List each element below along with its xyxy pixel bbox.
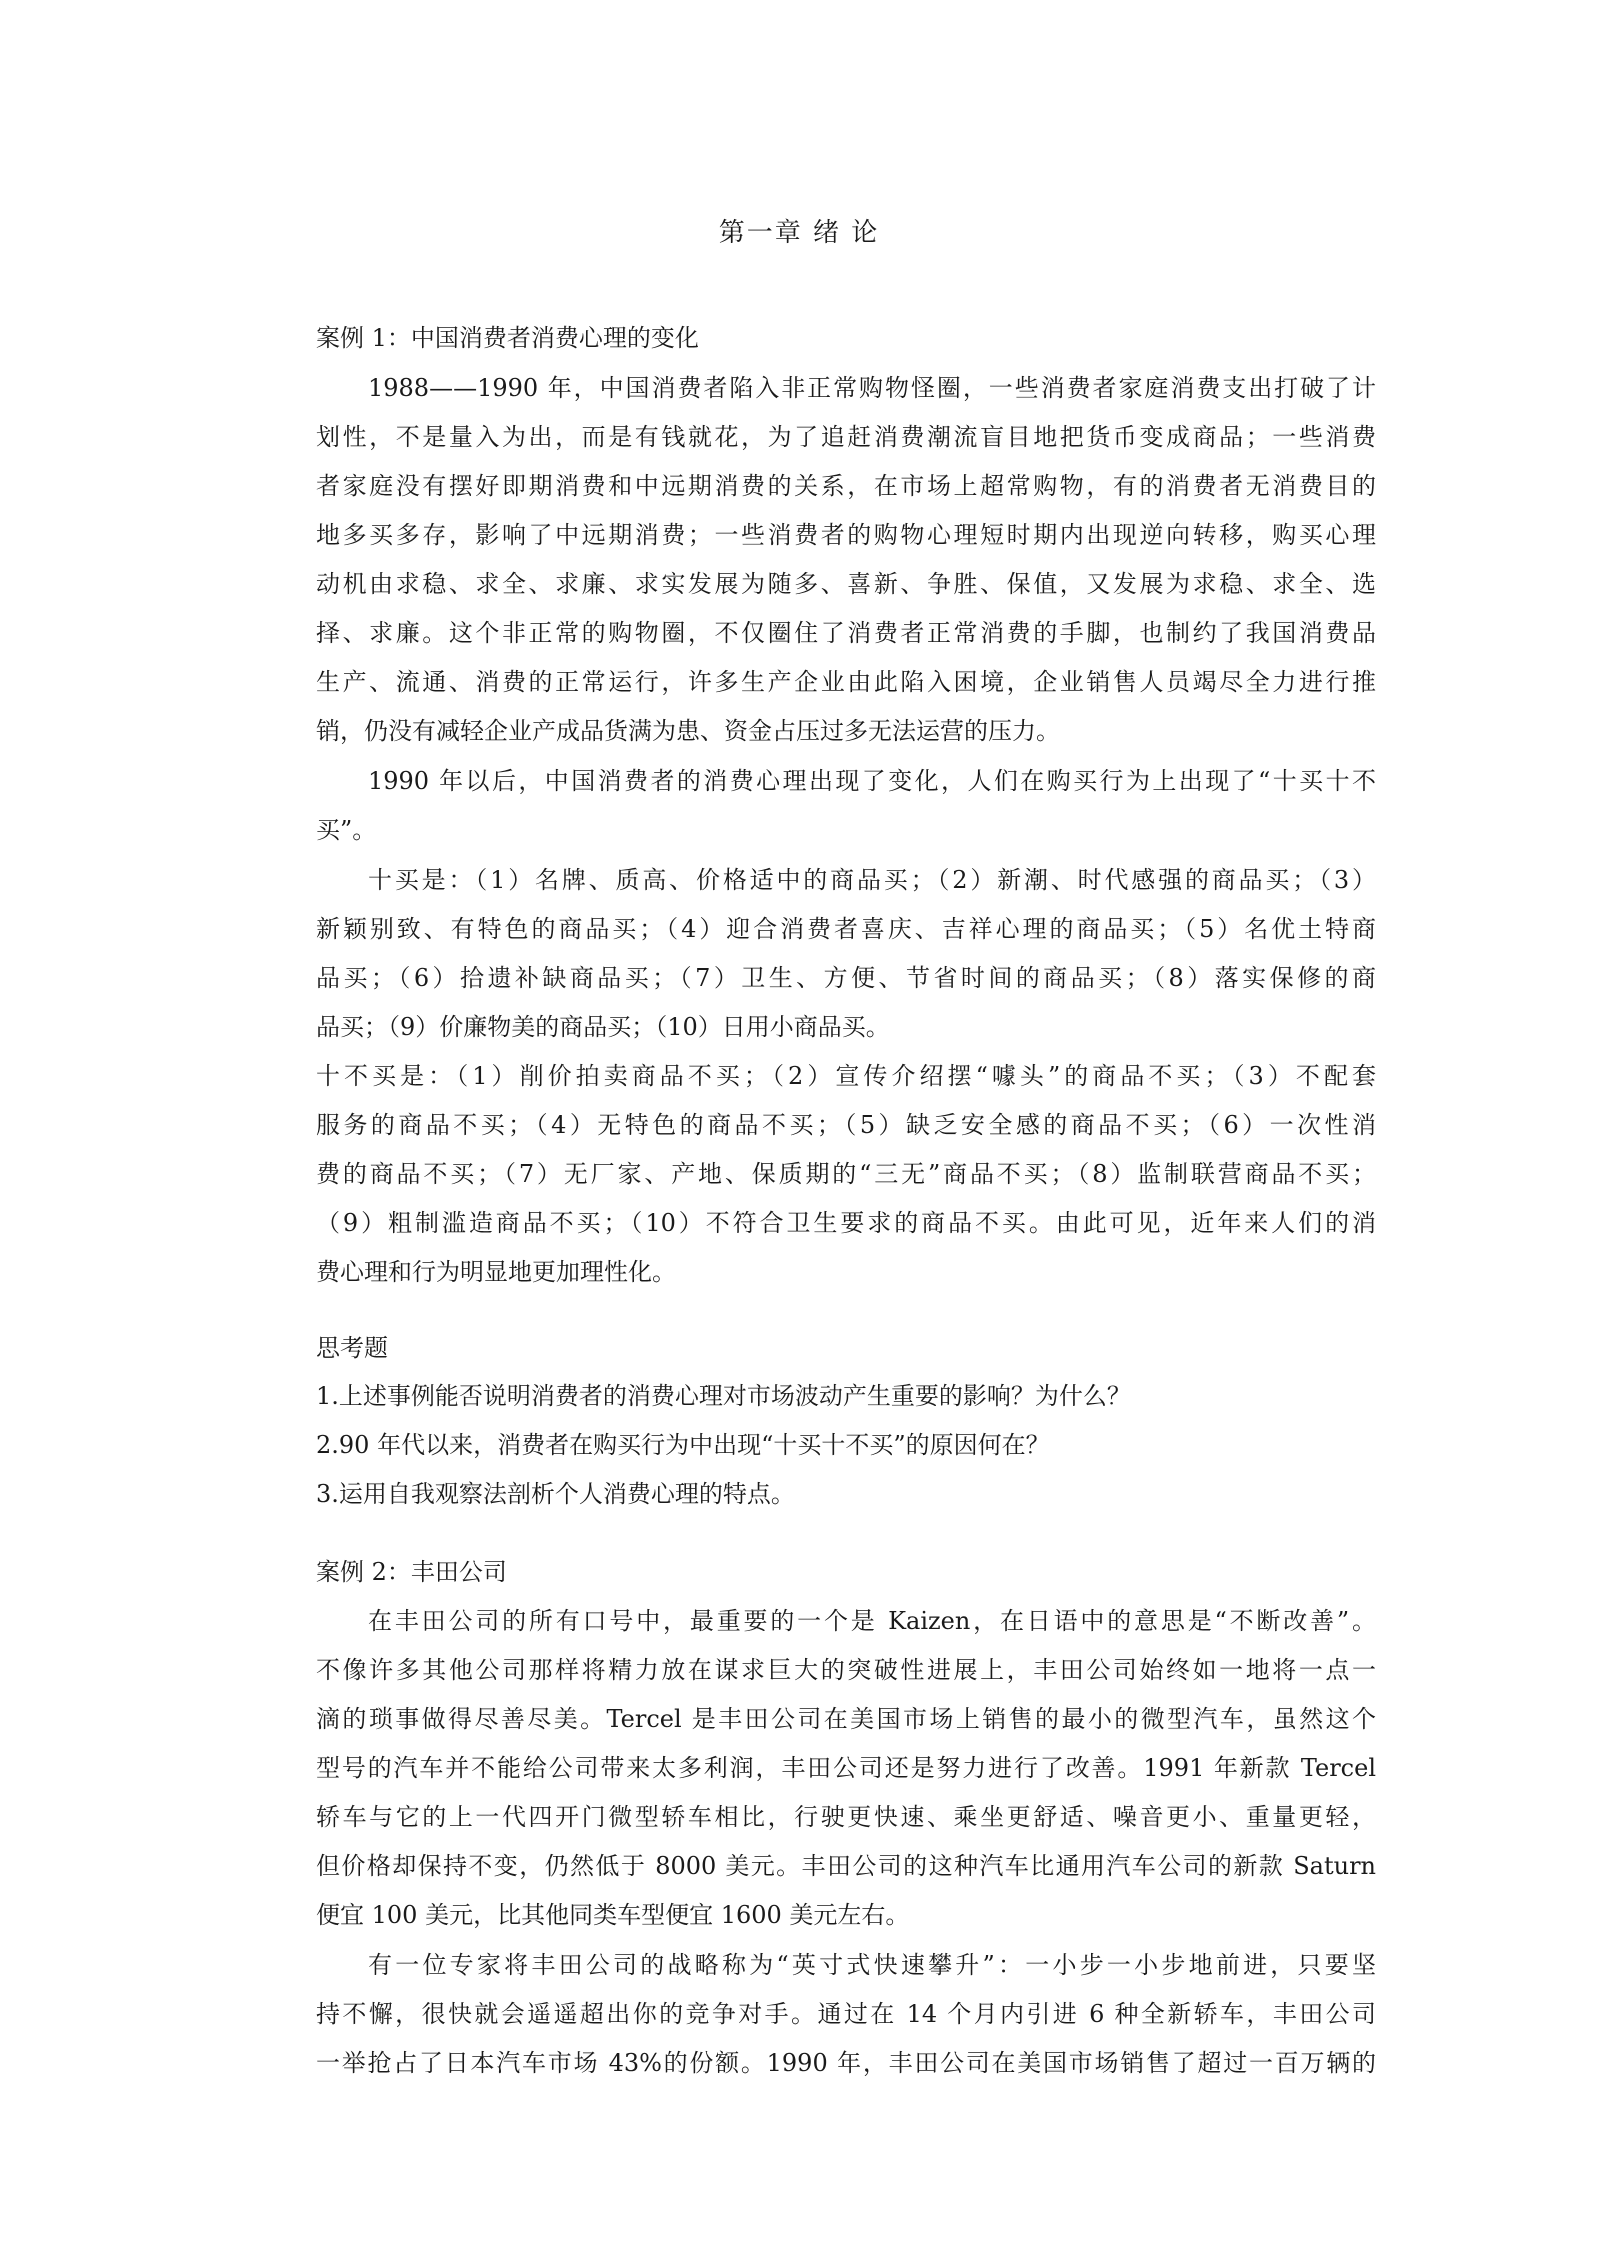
case2-p1-line: 但价格却保持不变，仍然低于 8000 美元。丰田公司的这种汽车比通用汽车公司的新款 Saturn: [316, 1852, 1376, 1880]
case1-p3-line: 十买是：（1）名牌、质高、价格适中的商品买；（2）新潮、时代感强的商品买；（3）: [368, 866, 1376, 894]
case1-p4-line: 服务的商品不买；（4）无特色的商品不买；（5）缺乏安全感的商品不买；（6）一次性消: [316, 1111, 1376, 1139]
case1-p1-line: 地多买多存，影响了中远期消费；一些消费者的购物心理短时期内出现逆向转移，购买心理: [316, 521, 1376, 549]
case2-p1-line: 滴的琐事做得尽善尽美。Tercel 是丰田公司在美国市场上销售的最小的微型汽车，虽然这个: [316, 1705, 1376, 1733]
case2-p1-line: 不像许多其他公司那样将精力放在谋求巨大的突破性进展上，丰田公司始终如一地将一点一: [316, 1656, 1376, 1684]
case1-p1-line: 1988——1990 年，中国消费者陷入非正常购物怪圈，一些消费者家庭消费支出打破了计: [368, 374, 1376, 402]
chapter-title: 第一章 绪 论: [718, 218, 880, 248]
case2-p2-line: 有一位专家将丰田公司的战略称为“英寸式快速攀升”：一小步一小步地前进，只要坚: [368, 1951, 1376, 1979]
case1-p4-line: 十不买是：（1）削价拍卖商品不买；（2）宣传介绍摆“噱头”的商品不买；（3）不配套: [316, 1062, 1376, 1090]
case1-p1-line: 销，仍没有减轻企业产成品货满为患、资金占压过多无法运营的压力。: [316, 717, 1060, 745]
case1-p3-line: 品买；（6）拾遗补缺商品买；（7）卫生、方便、节省时间的商品买；（8）落实保修的商: [316, 964, 1376, 992]
questions-heading: 思考题: [316, 1334, 388, 1362]
case2-p1-line: 型号的汽车并不能给公司带来太多利润，丰田公司还是努力进行了改善。1991 年新款 Tercel: [316, 1754, 1376, 1782]
case2-p2-line: 持不懈，很快就会遥遥超出你的竞争对手。通过在 14 个月内引进 6 种全新轿车，丰田公司: [316, 2000, 1376, 2028]
case2-p1-line: 在丰田公司的所有口号中，最重要的一个是 Kaizen，在日语中的意思是“不断改善”。: [368, 1607, 1376, 1635]
case1-p1-line: 动机由求稳、求全、求廉、求实发展为随多、喜新、争胜、保值，又发展为求稳、求全、选: [316, 570, 1376, 598]
case1-p3-line: 新颖别致、有特色的商品买；（4）迎合消费者喜庆、吉祥心理的商品买；（5）名优土特商: [316, 915, 1376, 943]
case1-p2-line: 买”。: [316, 816, 377, 844]
case1-p4-line: （9）粗制滥造商品不买；（10）不符合卫生要求的商品不买。由此可见，近年来人们的消: [316, 1209, 1376, 1237]
case1-p4-line: 费的商品不买；（7）无厂家、产地、保质期的“三无”商品不买；（8）监制联营商品不买；: [316, 1160, 1376, 1188]
case1-p1-line: 择、求廉。这个非正常的购物圈，不仅圈住了消费者正常消费的手脚，也制约了我国消费品: [316, 619, 1376, 647]
case1-p2-line: 1990 年以后，中国消费者的消费心理出现了变化，人们在购买行为上出现了“十买十不: [368, 767, 1376, 795]
case1-p3-line: 品买；（9）价廉物美的商品买；（10）日用小商品买。: [316, 1013, 890, 1041]
case2-p1-line: 轿车与它的上一代四开门微型轿车相比，行驶更快速、乘坐更舒适、噪音更小、重量更轻，: [316, 1803, 1376, 1831]
question-item: 2.90 年代以来，消费者在购买行为中出现“十买十不买”的原因何在？: [316, 1431, 1050, 1459]
case1-heading: 案例 1：中国消费者消费心理的变化: [316, 324, 699, 352]
question-item: 3.运用自我观察法剖析个人消费心理的特点。: [316, 1480, 795, 1508]
case1-p1-line: 生产、流通、消费的正常运行，许多生产企业由此陷入困境，企业销售人员竭尽全力进行推: [316, 668, 1376, 696]
case1-p1-line: 划性，不是量入为出，而是有钱就花，为了追赶消费潮流盲目地把货币变成商品；一些消费: [316, 423, 1376, 451]
case1-p1-line: 者家庭没有摆好即期消费和中远期消费的关系，在市场上超常购物，有的消费者无消费目的: [316, 472, 1376, 500]
case2-heading: 案例 2：丰田公司: [316, 1558, 507, 1586]
case2-p1-line: 便宜 100 美元，比其他同类车型便宜 1600 美元左右。: [316, 1901, 910, 1929]
question-item: 1.上述事例能否说明消费者的消费心理对市场波动产生重要的影响？为什么？: [316, 1382, 1131, 1410]
case2-p2-line: 一举抢占了日本汽车市场 43%的份额。1990 年，丰田公司在美国市场销售了超过一百万辆的: [316, 2049, 1376, 2077]
case1-p4-line: 费心理和行为明显地更加理性化。: [316, 1258, 676, 1286]
